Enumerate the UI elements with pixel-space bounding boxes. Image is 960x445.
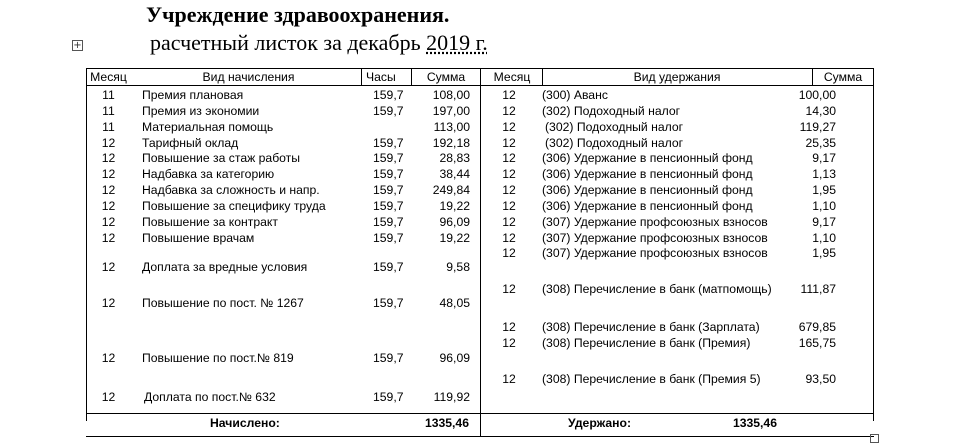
- accrual-month: 12: [101, 260, 116, 274]
- accrual-sum: 197,00: [432, 104, 470, 118]
- accrual-month: 12: [101, 215, 116, 229]
- document-title: Учреждение здравоохранения.: [146, 2, 450, 27]
- table-border-right: [873, 69, 874, 421]
- payslip-table: [86, 68, 874, 437]
- deduction-sum: 1,95: [812, 183, 836, 197]
- header-month: Месяц: [90, 70, 127, 84]
- accrual-name: Повышение врачам: [142, 231, 255, 245]
- accrual-sum: 48,05: [439, 296, 470, 310]
- accrual-name: Премия плановая: [142, 88, 244, 102]
- deduction-month: 12: [502, 246, 516, 260]
- withheld-total-value: 1335,46: [732, 416, 777, 430]
- deduction-month: 12: [502, 231, 516, 245]
- table-move-handle-icon[interactable]: +: [73, 40, 82, 51]
- deduction-month: 12: [502, 320, 516, 334]
- accrual-hours: 159,7: [373, 151, 404, 165]
- accrual-month: 12: [101, 183, 116, 197]
- accrual-sum: 9,58: [446, 260, 470, 274]
- deduction-sum: 679,85: [798, 320, 836, 334]
- accrual-hours: 159,7: [373, 296, 404, 310]
- accrual-month: 12: [101, 390, 116, 404]
- deduction-name: (307) Удержание профсоюзных взносов: [542, 246, 768, 260]
- deduction-sum: 93,50: [805, 372, 836, 386]
- accrual-month: 12: [101, 167, 116, 181]
- deduction-month: 12: [502, 282, 516, 296]
- accrual-sum: 249,84: [432, 183, 470, 197]
- accrual-name: Повышение по пост. № 1267: [142, 296, 304, 310]
- accrual-name: Доплата за вредные условия: [142, 260, 308, 274]
- deduction-month: 12: [502, 183, 516, 197]
- accrual-hours: 159,7: [373, 390, 404, 404]
- deduction-sum: 100,00: [798, 88, 836, 102]
- accrual-sum: 96,09: [439, 351, 470, 365]
- accrual-name: Надбавка за категорию: [142, 167, 275, 181]
- accrual-hours: 159,7: [373, 136, 404, 150]
- deduction-name: (308) Перечисление в банк (Премия): [542, 336, 751, 350]
- accrual-hours: 159,7: [373, 351, 404, 365]
- column-divider-center: [480, 69, 481, 436]
- accrual-hours: 159,7: [373, 183, 404, 197]
- accrual-name: Тарифный оклад: [142, 136, 239, 150]
- accrual-hours: 159,7: [373, 199, 404, 213]
- deduction-sum: 1,10: [812, 199, 836, 213]
- accrual-name: Материальная помощь: [142, 120, 274, 134]
- accrual-sum: 119,92: [433, 390, 470, 404]
- deduction-sum: 1,10: [812, 231, 836, 245]
- deduction-sum: 111,87: [800, 282, 836, 296]
- accrual-name: Доплата по пост.№ 632: [144, 390, 276, 404]
- accrual-month: 12: [101, 231, 116, 245]
- accrual-sum: 108,00: [432, 88, 470, 102]
- deduction-month: 12: [502, 167, 516, 181]
- accrual-hours: 159,7: [373, 104, 404, 118]
- deduction-sum: 1,13: [812, 167, 836, 181]
- accrual-sum: 19,22: [439, 231, 470, 245]
- deduction-month: 12: [502, 199, 516, 213]
- accrual-sum: 96,09: [439, 215, 470, 229]
- deduction-month: 12: [502, 104, 516, 118]
- accrual-month: 12: [101, 151, 116, 165]
- accrual-month: 11: [102, 104, 115, 118]
- accrual-name: Премия из экономии: [142, 104, 260, 118]
- deduction-name: (307) Удержание профсоюзных взносов: [542, 215, 768, 229]
- accrual-month: 11: [102, 88, 115, 102]
- header-sum-deduction: Сумма: [823, 70, 863, 84]
- totals-separator: [86, 413, 874, 414]
- deduction-month: 12: [502, 151, 516, 165]
- deduction-name: (302) Подоходный налог: [542, 104, 681, 118]
- header-separator: [86, 85, 874, 86]
- column-divider: [361, 69, 362, 85]
- document-subtitle: [150, 30, 488, 56]
- deduction-month: 12: [502, 136, 516, 150]
- accrual-name: Повышение по пост.№ 819: [142, 351, 294, 365]
- deduction-name: (302) Подоходный налог: [545, 120, 684, 134]
- accrual-sum: 28,83: [439, 151, 470, 165]
- accrual-month: 12: [101, 199, 116, 213]
- header-month-deduction: Месяц: [493, 70, 531, 84]
- deduction-month: 12: [502, 372, 516, 386]
- deduction-name: (308) Перечисление в банк (Премия 5): [542, 372, 761, 386]
- header-deduction-type: Вид удержания: [633, 70, 721, 84]
- accrual-hours: 159,7: [373, 231, 404, 245]
- accrual-sum: 38,44: [439, 167, 470, 181]
- accrual-sum: 192,18: [432, 136, 470, 150]
- subtitle-text: расчетный листок за декабрь: [150, 30, 427, 55]
- accrued-total-value: 1335,46: [424, 416, 469, 430]
- accrual-hours: 159,7: [373, 215, 404, 229]
- deduction-month: 12: [502, 88, 516, 102]
- deduction-sum: 14,30: [805, 104, 836, 118]
- deduction-name: (306) Удержание в пенсионный фонд: [542, 151, 753, 165]
- deduction-name: (300) Аванс: [542, 88, 608, 102]
- accrual-hours: 159,7: [373, 88, 404, 102]
- accrual-sum: 19,22: [439, 199, 470, 213]
- accrual-sum: 113,00: [433, 120, 470, 134]
- deduction-name: (308) Перечисление в банк (Зарплата): [542, 320, 760, 334]
- deduction-sum: 165,75: [798, 336, 836, 350]
- deduction-month: 12: [502, 120, 516, 134]
- deduction-sum: 1,95: [812, 246, 836, 260]
- deduction-sum: 119,27: [799, 120, 836, 134]
- header-accrual-type: Вид начисления: [202, 70, 295, 84]
- deduction-name: (307) Удержание профсоюзных взносов: [542, 231, 768, 245]
- deduction-name: (306) Удержание в пенсионный фонд: [542, 199, 753, 213]
- deduction-name: (306) Удержание в пенсионный фонд: [542, 183, 753, 197]
- table-resize-handle[interactable]: [870, 434, 879, 443]
- deduction-name: (306) Удержание в пенсионный фонд: [542, 167, 753, 181]
- accrual-month: 12: [101, 296, 116, 310]
- accrual-month: 12: [101, 351, 116, 365]
- accrual-name: Надбавка за сложность и напр.: [142, 183, 320, 197]
- deduction-sum: 25,35: [805, 136, 836, 150]
- deduction-sum: 9,17: [812, 151, 836, 165]
- accrual-name: Повышение за контракт: [142, 215, 278, 229]
- deduction-sum: 9,17: [812, 215, 836, 229]
- accrual-hours: 159,7: [373, 260, 404, 274]
- header-sum: Сумма: [426, 70, 466, 84]
- accrual-month: 11: [102, 120, 115, 134]
- deduction-month: 12: [502, 336, 516, 350]
- deduction-name: (308) Перечисление в банк (матпомощь): [542, 282, 772, 296]
- accrual-name: Повышение за стаж работы: [142, 151, 301, 165]
- accrual-name: Повышение за специфику труда: [142, 199, 326, 213]
- accrual-month: 12: [101, 136, 116, 150]
- accrual-hours: 159,7: [373, 167, 404, 181]
- deduction-name: (302) Подоходный налог: [545, 136, 684, 150]
- withheld-total-label: Удержано:: [568, 416, 632, 430]
- subtitle-year: 2019 г.: [426, 30, 488, 55]
- deduction-month: 12: [502, 215, 516, 229]
- header-hours: Часы: [366, 70, 396, 84]
- accrued-total-label: Начислено:: [210, 416, 280, 430]
